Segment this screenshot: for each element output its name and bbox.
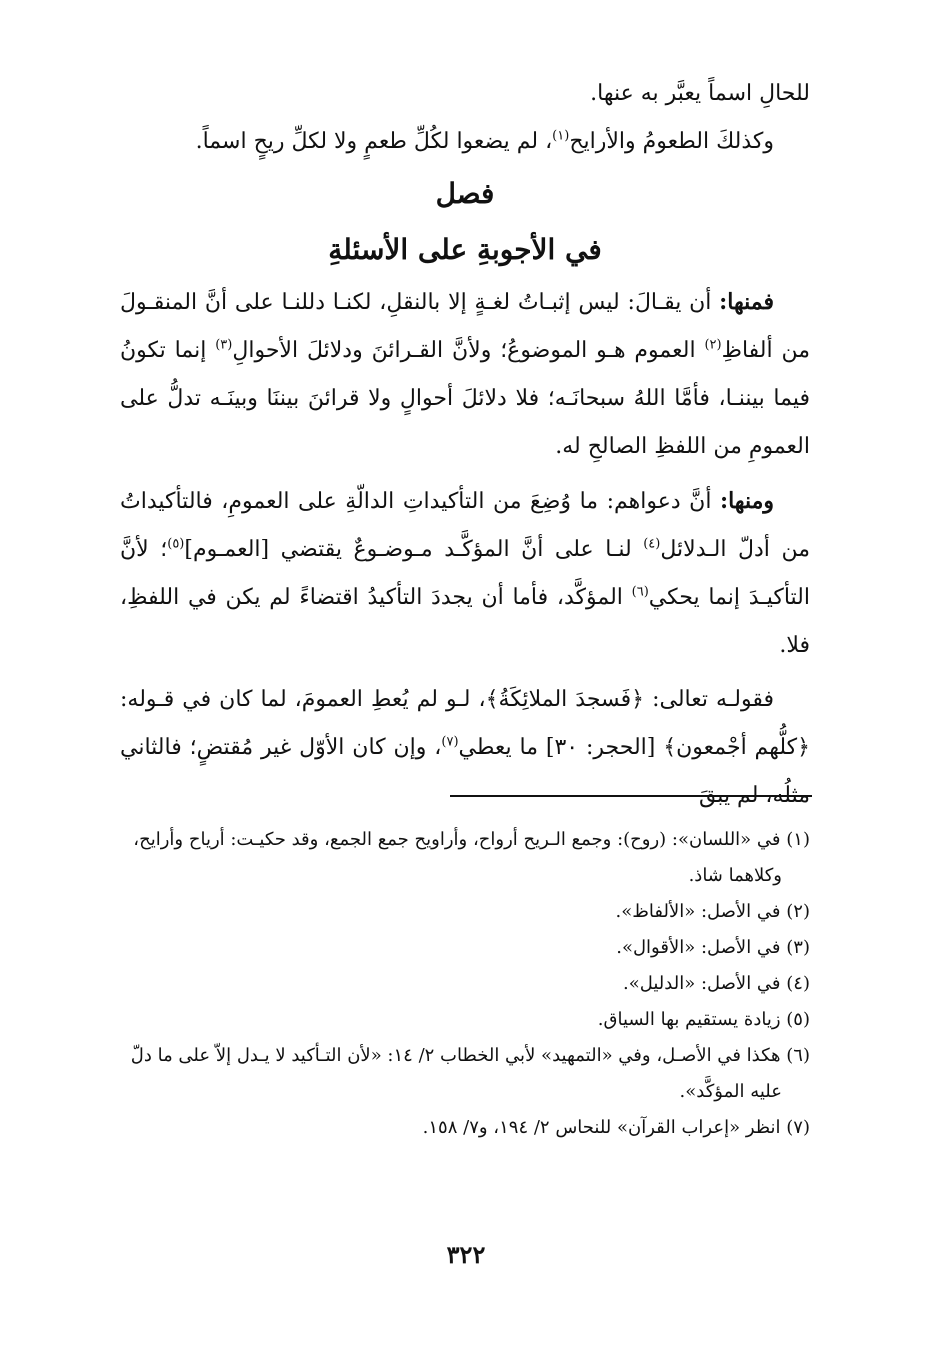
footnote-text: في الأصل: «الأقوال». [616, 937, 781, 958]
footnote-number: (٥) [786, 1009, 810, 1030]
paragraph-text: فقولـه تعالى: ﴿فَسجدَ الملائِكَةُ﴾، لـو لم يُعطِ العمومَ، لما كان في قـوله: ﴿كلُّهم أجْمعون﴾ [الحجر: ٣٠] ما يعطي [120, 687, 810, 760]
paragraph-text: أن يقـالَ: ليس إثبـاتُ لغـةٍ إلا بالنقلِ، لكنـا دللنـا على أنَّ المنقـولَ من ألفاظِ [120, 290, 810, 363]
footnote-number: (٤) [786, 973, 810, 994]
paragraph-text: المؤكَّد، فأما أن يجددَ التأكيدُ اقتضاءً لم يكن في اللفظِ، فلا. [120, 585, 810, 658]
section-heading: فصل [435, 177, 495, 210]
paragraph-tastes-smells [120, 118, 810, 166]
paragraph-text: لنـا على أنَّ المؤكَّـد مـوضـوعٌ يقتضي [العمـوم] [184, 537, 644, 562]
paragraph-first-answer [120, 278, 810, 471]
paragraph-quran-verse [120, 676, 810, 820]
paragraph-second-answer [120, 477, 810, 670]
footnote-ref-4[interactable]: (٤) [643, 536, 661, 552]
footnote-text: زيادة يستقيم بها السياق. [597, 1009, 781, 1030]
paragraph-text: إنما تكونُ فيما بيننـا، فأمَّا اللهُ سبحانَـه؛ فلا دلائلَ أحوالٍ ولا قرائنَ بيننَا وبينَـه تدلُّ على العمومِ من اللفظِ الصالحِ له. [120, 338, 810, 459]
paragraph-text: ؛ لأنَّ التأكيـدَ إنما يحكي [120, 537, 810, 610]
paragraph-continuation: للحالِ اسماً يعبَّر به عنها. [590, 81, 810, 106]
footnote-7 [120, 1110, 810, 1146]
footnote-number: (٢) [786, 901, 810, 922]
footnote-1-continuation: وكلاهما شاذ. [688, 865, 782, 886]
paragraph-text: العموم هـو الموضوعُ؛ ولأنَّ القـرائنَ ودلائلَ الأحوالِ [232, 338, 705, 363]
footnote-text: في الأصل: «الدليل». [623, 973, 781, 994]
footnote-number: (٧) [786, 1117, 810, 1138]
paragraph-lead: ومنها: [719, 488, 774, 514]
footnote-separator [450, 795, 812, 797]
footnote-ref-1[interactable]: (١) [552, 128, 570, 144]
footnote-6-continuation: عليه المؤكَّد». [679, 1081, 782, 1102]
paragraph-text: وكذلكَ الطعومُ والأرايح [569, 129, 774, 154]
footnote-2 [120, 894, 810, 930]
footnote-ref-3[interactable]: (٣) [215, 337, 233, 353]
footnote-text: في «اللسان»: (روح): وجمع الـريح أرواح، وأراويح جمع الجمع، وقد حكيـت: أرياح وأرايح، [133, 829, 781, 850]
footnote-ref-2[interactable]: (٢) [704, 337, 722, 353]
paragraph-text: أنَّ دعواهم: ما وُضِعَ من التأكيداتِ الدالّةِ على العمومِ، فالتأكيداتُ من أدلّ الـدلائل [120, 489, 810, 562]
footnote-number: (٦) [786, 1045, 810, 1066]
footnote-text: في الأصل: «الألفاظ». [615, 901, 781, 922]
paragraph-text: ، لم يضعوا لكُلِّ طعمٍ ولا لكلِّ ريحٍ اسماً. [195, 129, 553, 154]
footnote-number: (١) [786, 829, 810, 850]
main-text [120, 70, 810, 820]
footnote-6 [120, 1038, 810, 1074]
footnote-text: انظر «إعراب القرآن» للنحاس ٢/ ١٩٤، و٧/ ١٥٨. [422, 1117, 781, 1138]
footnote-5 [120, 1002, 810, 1038]
footnote-ref-7[interactable]: (٧) [441, 734, 459, 750]
section-subheading: في الأجوبةِ على الأسئلةِ [328, 233, 602, 266]
paragraph-text: ، وإن كان الأوّل غير مُقتضٍ؛ فالثاني مثلُه، لم يبقَ [120, 735, 810, 808]
footnote-3 [120, 930, 810, 966]
footnote-4 [120, 966, 810, 1002]
footnote-1 [120, 822, 810, 858]
footnotes [120, 822, 810, 1146]
footnote-number: (٣) [786, 937, 810, 958]
footnote-ref-5[interactable]: (٥) [167, 536, 185, 552]
paragraph-lead: فمنها: [719, 289, 774, 315]
footnote-text: هكذا في الأصـل، وفي «التمهيد» لأبي الخطاب ٢/ ١٤: «لأن التـأكيد لا يـدل إلاّ على ما دلّ [130, 1045, 781, 1066]
page-number: ٣٢٢ [446, 1240, 486, 1269]
footnote-ref-6[interactable]: (٦) [631, 584, 649, 600]
